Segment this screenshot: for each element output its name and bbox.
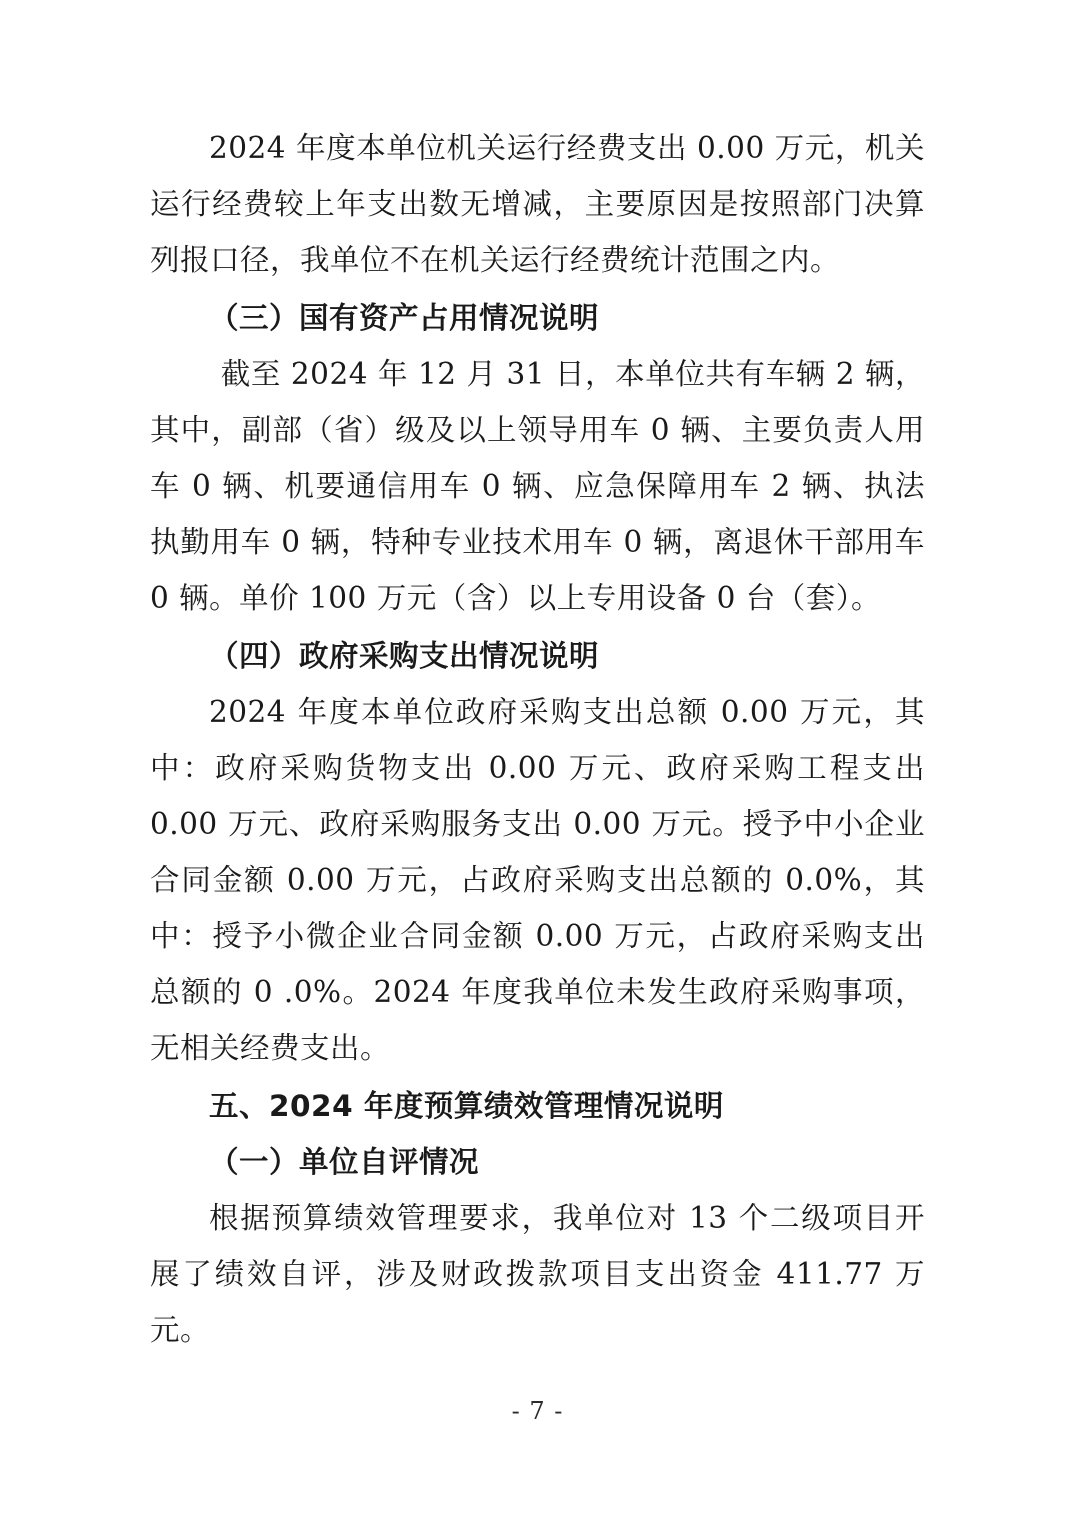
page-number: - 7 - (511, 1397, 564, 1425)
paragraph-self-evaluation: 根据预算绩效管理要求，我单位对 13 个二级项目开展了绩效自评，涉及财政拨款项目支出资金 411.77 万元。 (150, 1201, 925, 1347)
paragraph-gov-procurement: 2024 年度本单位政府采购支出总额 0.00 万元，其中：政府采购货物支出 0.00 万元、政府采购工程支出 0.00 万元、政府采购服务支出 0.00 万元。授予中小企业合同金额 0.00 万元，占政府采购支出总额的 0.0%，其中：授予小微企业合同金额 0.00 万元，占政府采购支出总额的 0 .0%。2024 年度我单位未发生政府采购事项，无相关经费支出。 (150, 695, 926, 1065)
page-footer (0, 1397, 1075, 1425)
paragraph-state-assets: 截至 2024 年 12 月 31 日，本单位共有车辆 2 辆，其中，副部（省）级及以上领导用车 0 辆、主要负责人用车 0 辆、机要通信用车 0 辆、应急保障用车 2 辆、执法执勤用车 0 辆，特种专业技术用车 0 辆，离退休干部用车 0 辆。单价 100 万元（含）以上专用设备 0 台（套）。 (150, 357, 925, 615)
heading-self-evaluation: （一）单位自评情况 (209, 1144, 480, 1179)
paragraph-operating-expense: 2024 年度本单位机关运行经费支出 0.00 万元，机关运行经费较上年支出数无增减，主要原因是按照部门决算列报口径，我单位不在机关运行经费统计范围之内。 (150, 131, 926, 277)
heading-section-five: 五、2024 年度预算绩效管理情况说明 (209, 1089, 724, 1123)
heading-state-assets: （三）国有资产占用情况说明 (209, 301, 600, 335)
heading-gov-procurement: （四）政府采购支出情况说明 (209, 639, 600, 673)
